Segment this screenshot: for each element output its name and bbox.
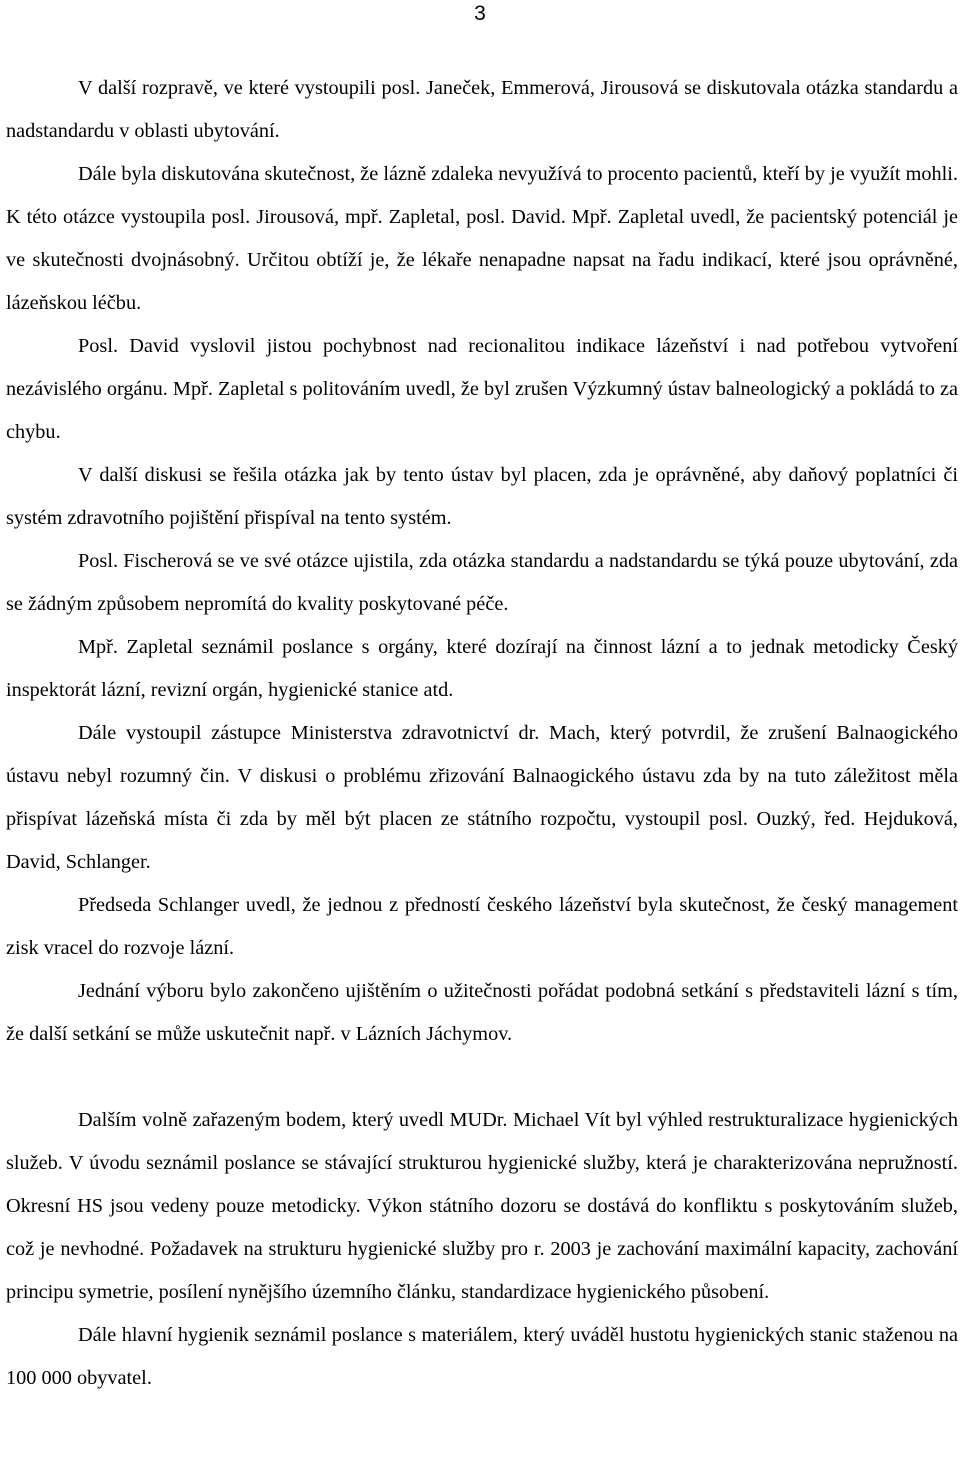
document-body (6, 67, 958, 1400)
paragraph: Dále byla diskutována skutečnost, že lázně zdaleka nevyužívá to procento pacientů, kteří by je využít mohli. K této otázce vystoupila posl. Jirousová, mpř. Zapletal, posl. David. Mpř. Zapletal uvedl, že pacientský potenciál je ve skutečnosti dvojnásobný. Určitou obtíží je, že lékaře nenapadne napsat na řadu indikací, které jsou oprávněné, lázeňskou léčbu. (6, 163, 958, 314)
paragraph: Dalším volně zařazeným bodem, který uvedl MUDr. Michael Vít byl výhled restrukturalizace hygienických služeb. V úvodu seznámil poslance se stávající strukturou hygienické služby, která je charakterizována nepružností. Okresní HS jsou vedeny pouze metodicky. Výkon státního dozoru se dostává do konfliktu s poskytováním služeb, což je nevhodné. Požadavek na strukturu hygienické služby pro r. 2003 je zachování maximální kapacity, zachování principu symetrie, posílení nynějšího územního článku, standardizace hygienického působení. (6, 1109, 958, 1303)
paragraph: Posl. Fischerová se ve své otázce ujistila, zda otázka standardu a nadstandardu se týká pouze ubytování, zda se žádným způsobem nepromítá do kvality poskytované péče. (6, 550, 958, 615)
page-number: 3 (474, 2, 486, 25)
paragraph: Jednání výboru bylo zakončeno ujištěním o užitečnosti pořádat podobná setkání s představiteli lázní s tím, že další setkání se může uskutečnit např. v Lázních Jáchymov. (6, 980, 958, 1045)
paragraph: V další rozpravě, ve které vystoupili posl. Janeček, Emmerová, Jirousová se diskutovala otázka standardu a nadstandardu v oblasti ubytování. (6, 77, 958, 142)
paragraph: V další diskusi se řešila otázka jak by tento ústav byl placen, zda je oprávněné, aby daňový poplatníci či systém zdravotního pojištění přispíval na tento systém. (6, 464, 958, 529)
paragraph: Dále vystoupil zástupce Ministerstva zdravotnictví dr. Mach, který potvrdil, že zrušení Balnaogického ústavu nebyl rozumný čin. V diskusi o problému zřizování Balnaogického ústavu zda by na tuto záležitost měla přispívat lázeňská místa či zda by měl být placen ze státního rozpočtu, vystoupil posl. Ouzký, řed. Hejduková, David, Schlanger. (6, 722, 958, 873)
paragraph: Dále hlavní hygienik seznámil poslance s materiálem, který uváděl hustotu hygienických stanic staženou na 100 000 obyvatel. (6, 1324, 958, 1389)
paragraph: Předseda Schlanger uvedl, že jednou z předností českého lázeňství byla skutečnost, že český management zisk vracel do rozvoje lázní. (6, 894, 958, 959)
paragraph: Posl. David vyslovil jistou pochybnost nad recionalitou indikace lázeňství i nad potřebou vytvoření nezávislého orgánu. Mpř. Zapletal s politováním uvedl, že byl zrušen Výzkumný ústav balneologický a pokládá to za chybu. (6, 335, 958, 443)
paragraph: Mpř. Zapletal seznámil poslance s orgány, které dozírají na činnost lázní a to jednak metodicky Český inspektorát lázní, revizní orgán, hygienické stanice atd. (6, 636, 958, 701)
